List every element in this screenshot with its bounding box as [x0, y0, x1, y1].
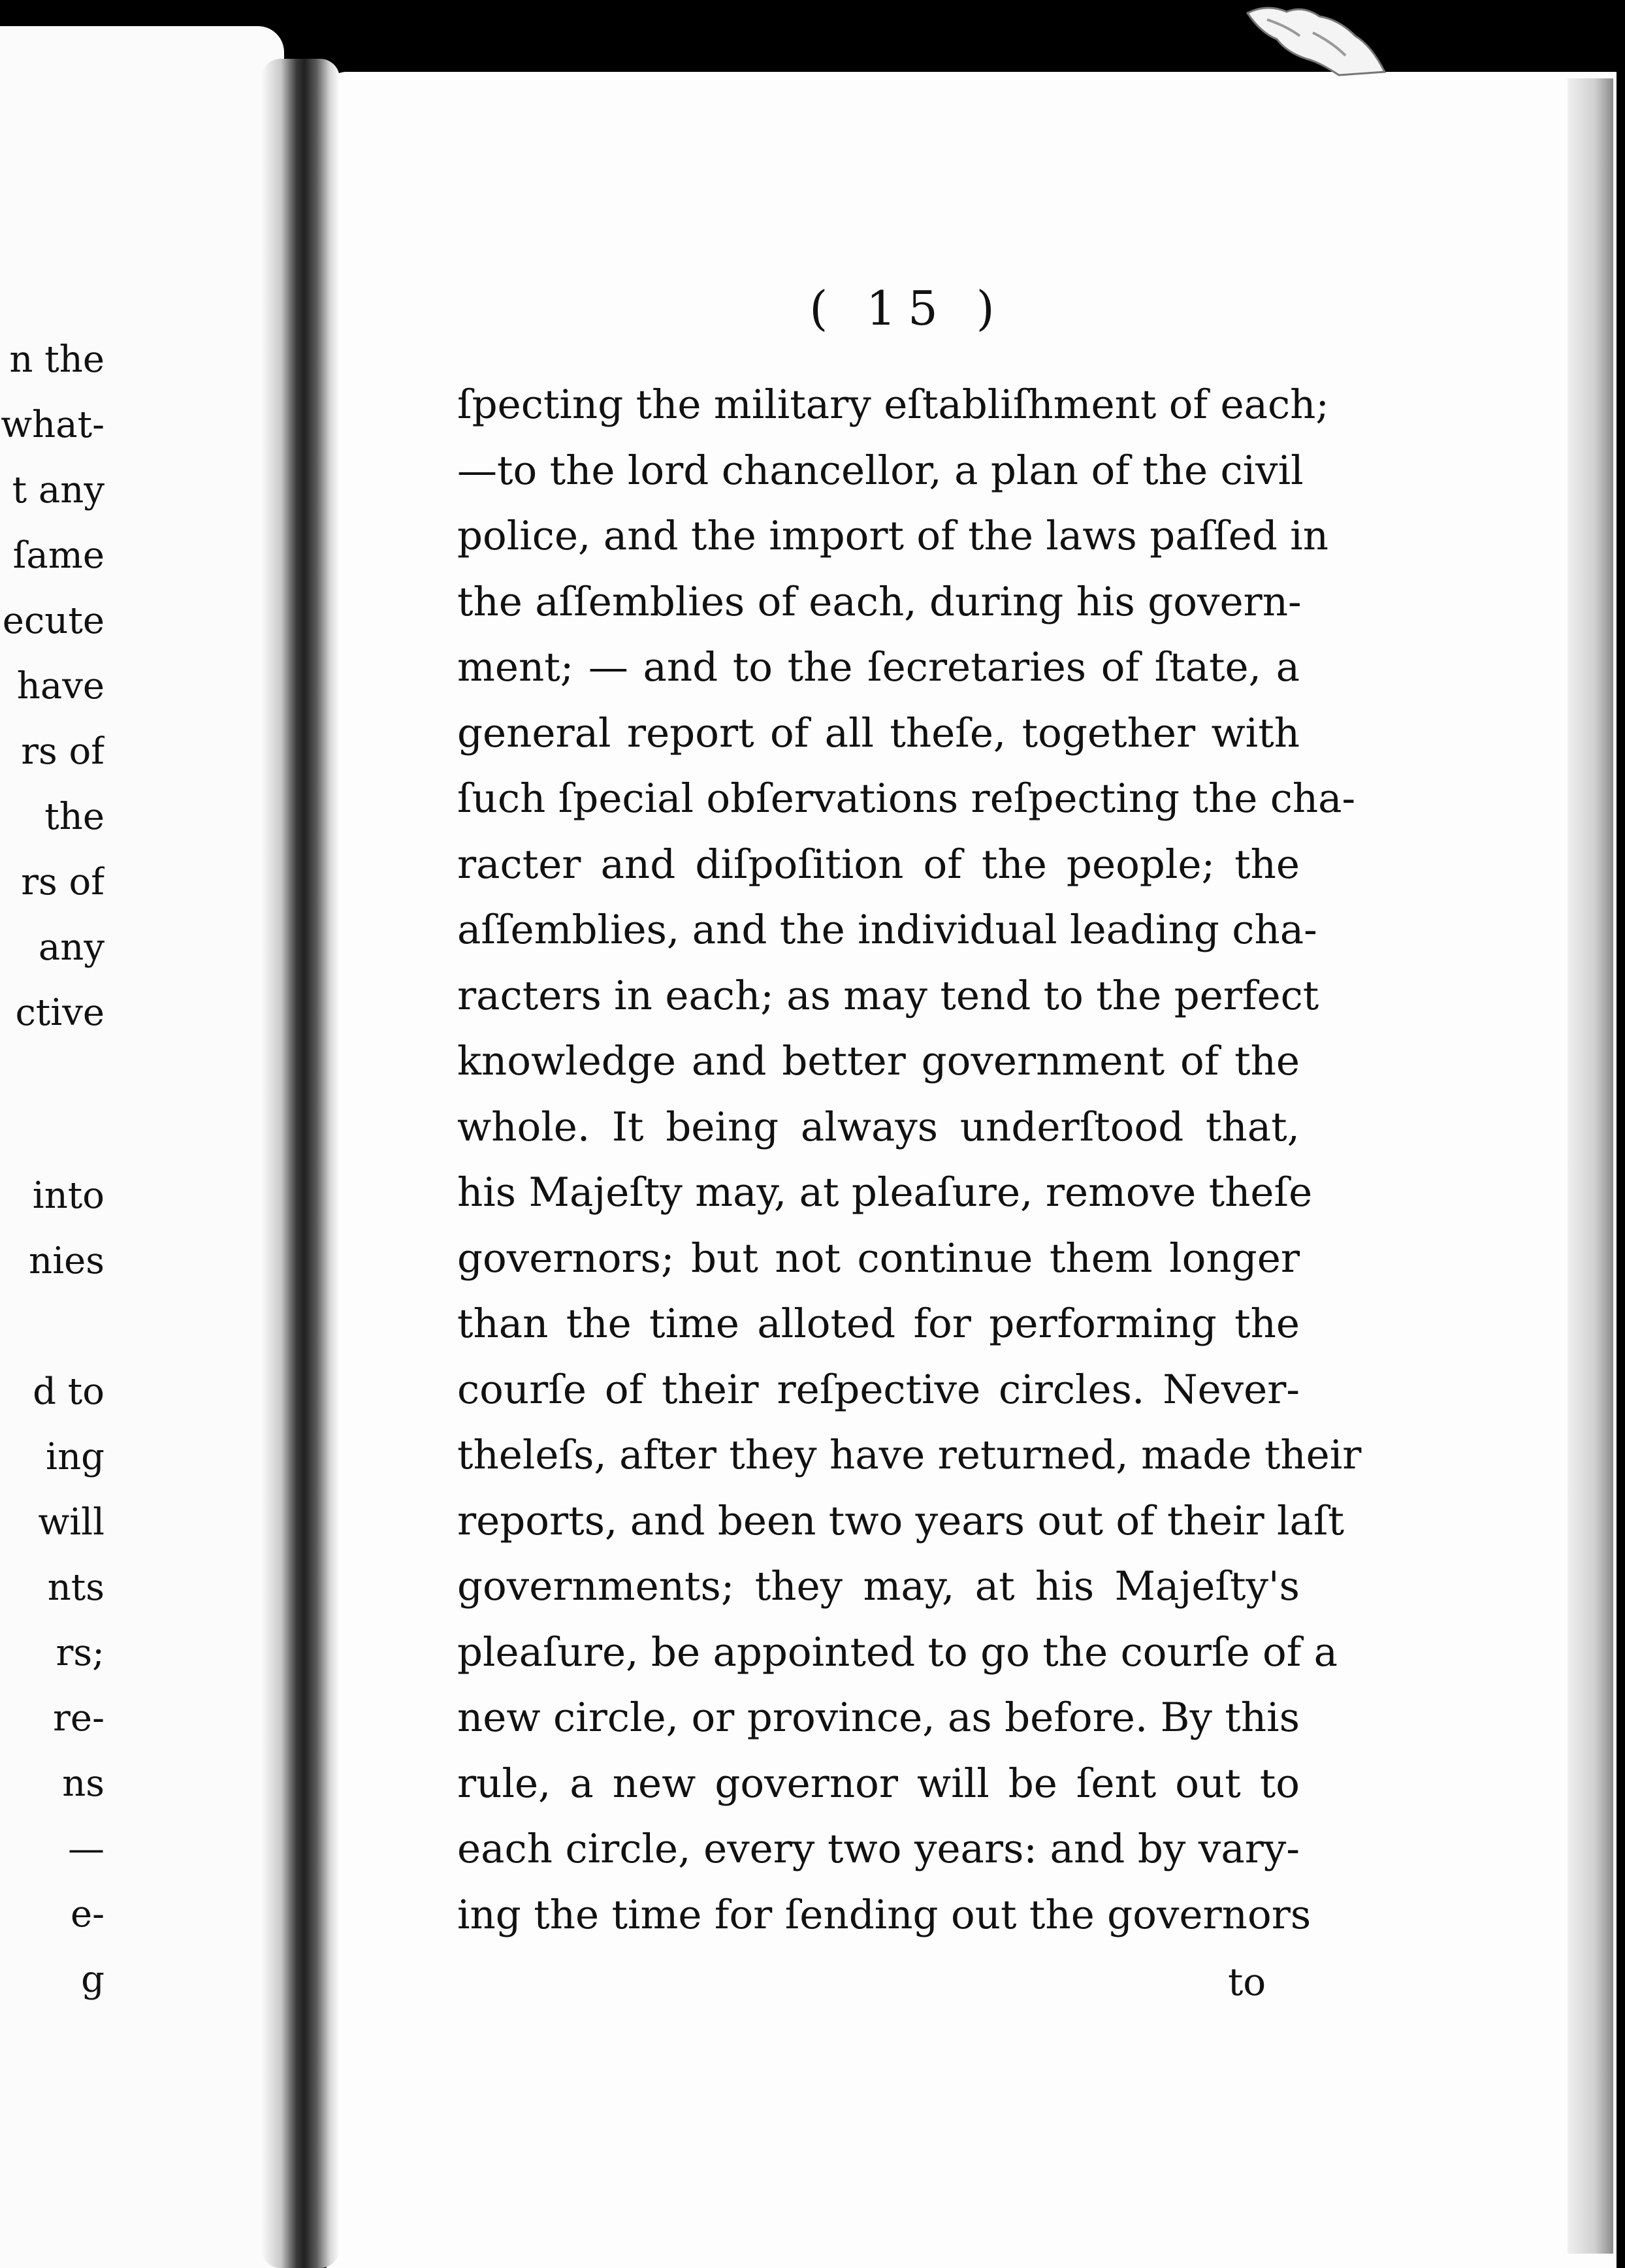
text-line: rule, a new governor will be ſent out to	[457, 1760, 1300, 1807]
facing-line: rs;	[56, 1632, 105, 1674]
catchword: to	[1228, 1960, 1266, 2004]
text-line: general report of all theſe, together with	[457, 709, 1300, 756]
text-line: ſpecting the military eſtabliſhment of each;	[457, 381, 1329, 428]
body-text	[457, 372, 1362, 1948]
text-line: theleſs, after they have returned, made their	[457, 1432, 1362, 1478]
facing-line: ing	[46, 1436, 105, 1478]
facing-line: re-	[53, 1697, 105, 1740]
text-line: courſe of their reſpective circles. Never-	[457, 1366, 1300, 1413]
text-line: his Majeſty may, at pleaſure, remove theſe	[457, 1169, 1313, 1216]
facing-line: n the	[9, 338, 105, 381]
facing-line: any	[38, 926, 105, 969]
facing-line: nies	[29, 1240, 105, 1282]
facing-line: ecute	[2, 600, 105, 642]
facing-line: e-	[70, 1893, 105, 1936]
facing-line: —	[68, 1828, 105, 1870]
facing-line: g	[81, 1958, 105, 2001]
facing-line: into	[32, 1174, 105, 1217]
facing-line: rs of	[21, 861, 105, 903]
text-line: knowledge and better government of the	[457, 1038, 1300, 1084]
facing-line: have	[16, 665, 105, 707]
text-line: new circle, or province, as before. By this	[457, 1694, 1300, 1741]
facing-line: the	[44, 796, 105, 838]
text-line: police, and the import of the laws paſſed in	[457, 513, 1329, 559]
page-number: ( 15 )	[809, 281, 1006, 336]
text-line: whole. It being always underſtood that,	[457, 1103, 1300, 1150]
text-line: pleaſure, be appointed to go the courſe of a	[457, 1628, 1338, 1676]
torn-paper-corner	[1241, 0, 1398, 78]
text-line: reports, and been two years out of their laſt	[457, 1497, 1344, 1544]
gutter-shadow	[261, 59, 340, 2268]
facing-line: ctive	[15, 992, 105, 1034]
text-line: than the time alloted for performing the	[457, 1301, 1300, 1347]
facing-line: ns	[62, 1762, 105, 1805]
text-line: racters in each; as may tend to the perfect	[457, 972, 1319, 1019]
page-edge	[1568, 78, 1613, 2254]
facing-line: what-	[1, 404, 105, 446]
facing-line: ſame	[12, 534, 105, 577]
text-line: —to the lord chancellor, a plan of the civil	[457, 447, 1304, 494]
text-line: governments; they may, at his Majeſty's	[457, 1563, 1300, 1610]
text-line: racter and diſpoſition of the people; the	[457, 841, 1300, 888]
facing-line: nts	[47, 1566, 105, 1609]
text-line: ment; — and to the ſecretaries of ſtate, a	[457, 644, 1300, 690]
facing-line: will	[38, 1501, 105, 1544]
text-line: aſſemblies, and the individual leading cha-	[457, 907, 1317, 953]
text-line: each circle, every two years: and by vary-	[457, 1826, 1300, 1872]
facing-line: d to	[33, 1370, 105, 1413]
facing-line: t any	[12, 469, 105, 511]
facing-line: rs of	[21, 730, 105, 773]
facing-page-text	[0, 0, 105, 2268]
text-line: the aſſemblies of each, during his govern-	[457, 578, 1302, 625]
text-line: ing the time for ſending out the governors	[457, 1891, 1311, 1938]
text-line: ſuch ſpecial obſervations reſpecting the cha-	[457, 775, 1356, 822]
text-line: governors; but not continue them longer	[457, 1235, 1300, 1282]
